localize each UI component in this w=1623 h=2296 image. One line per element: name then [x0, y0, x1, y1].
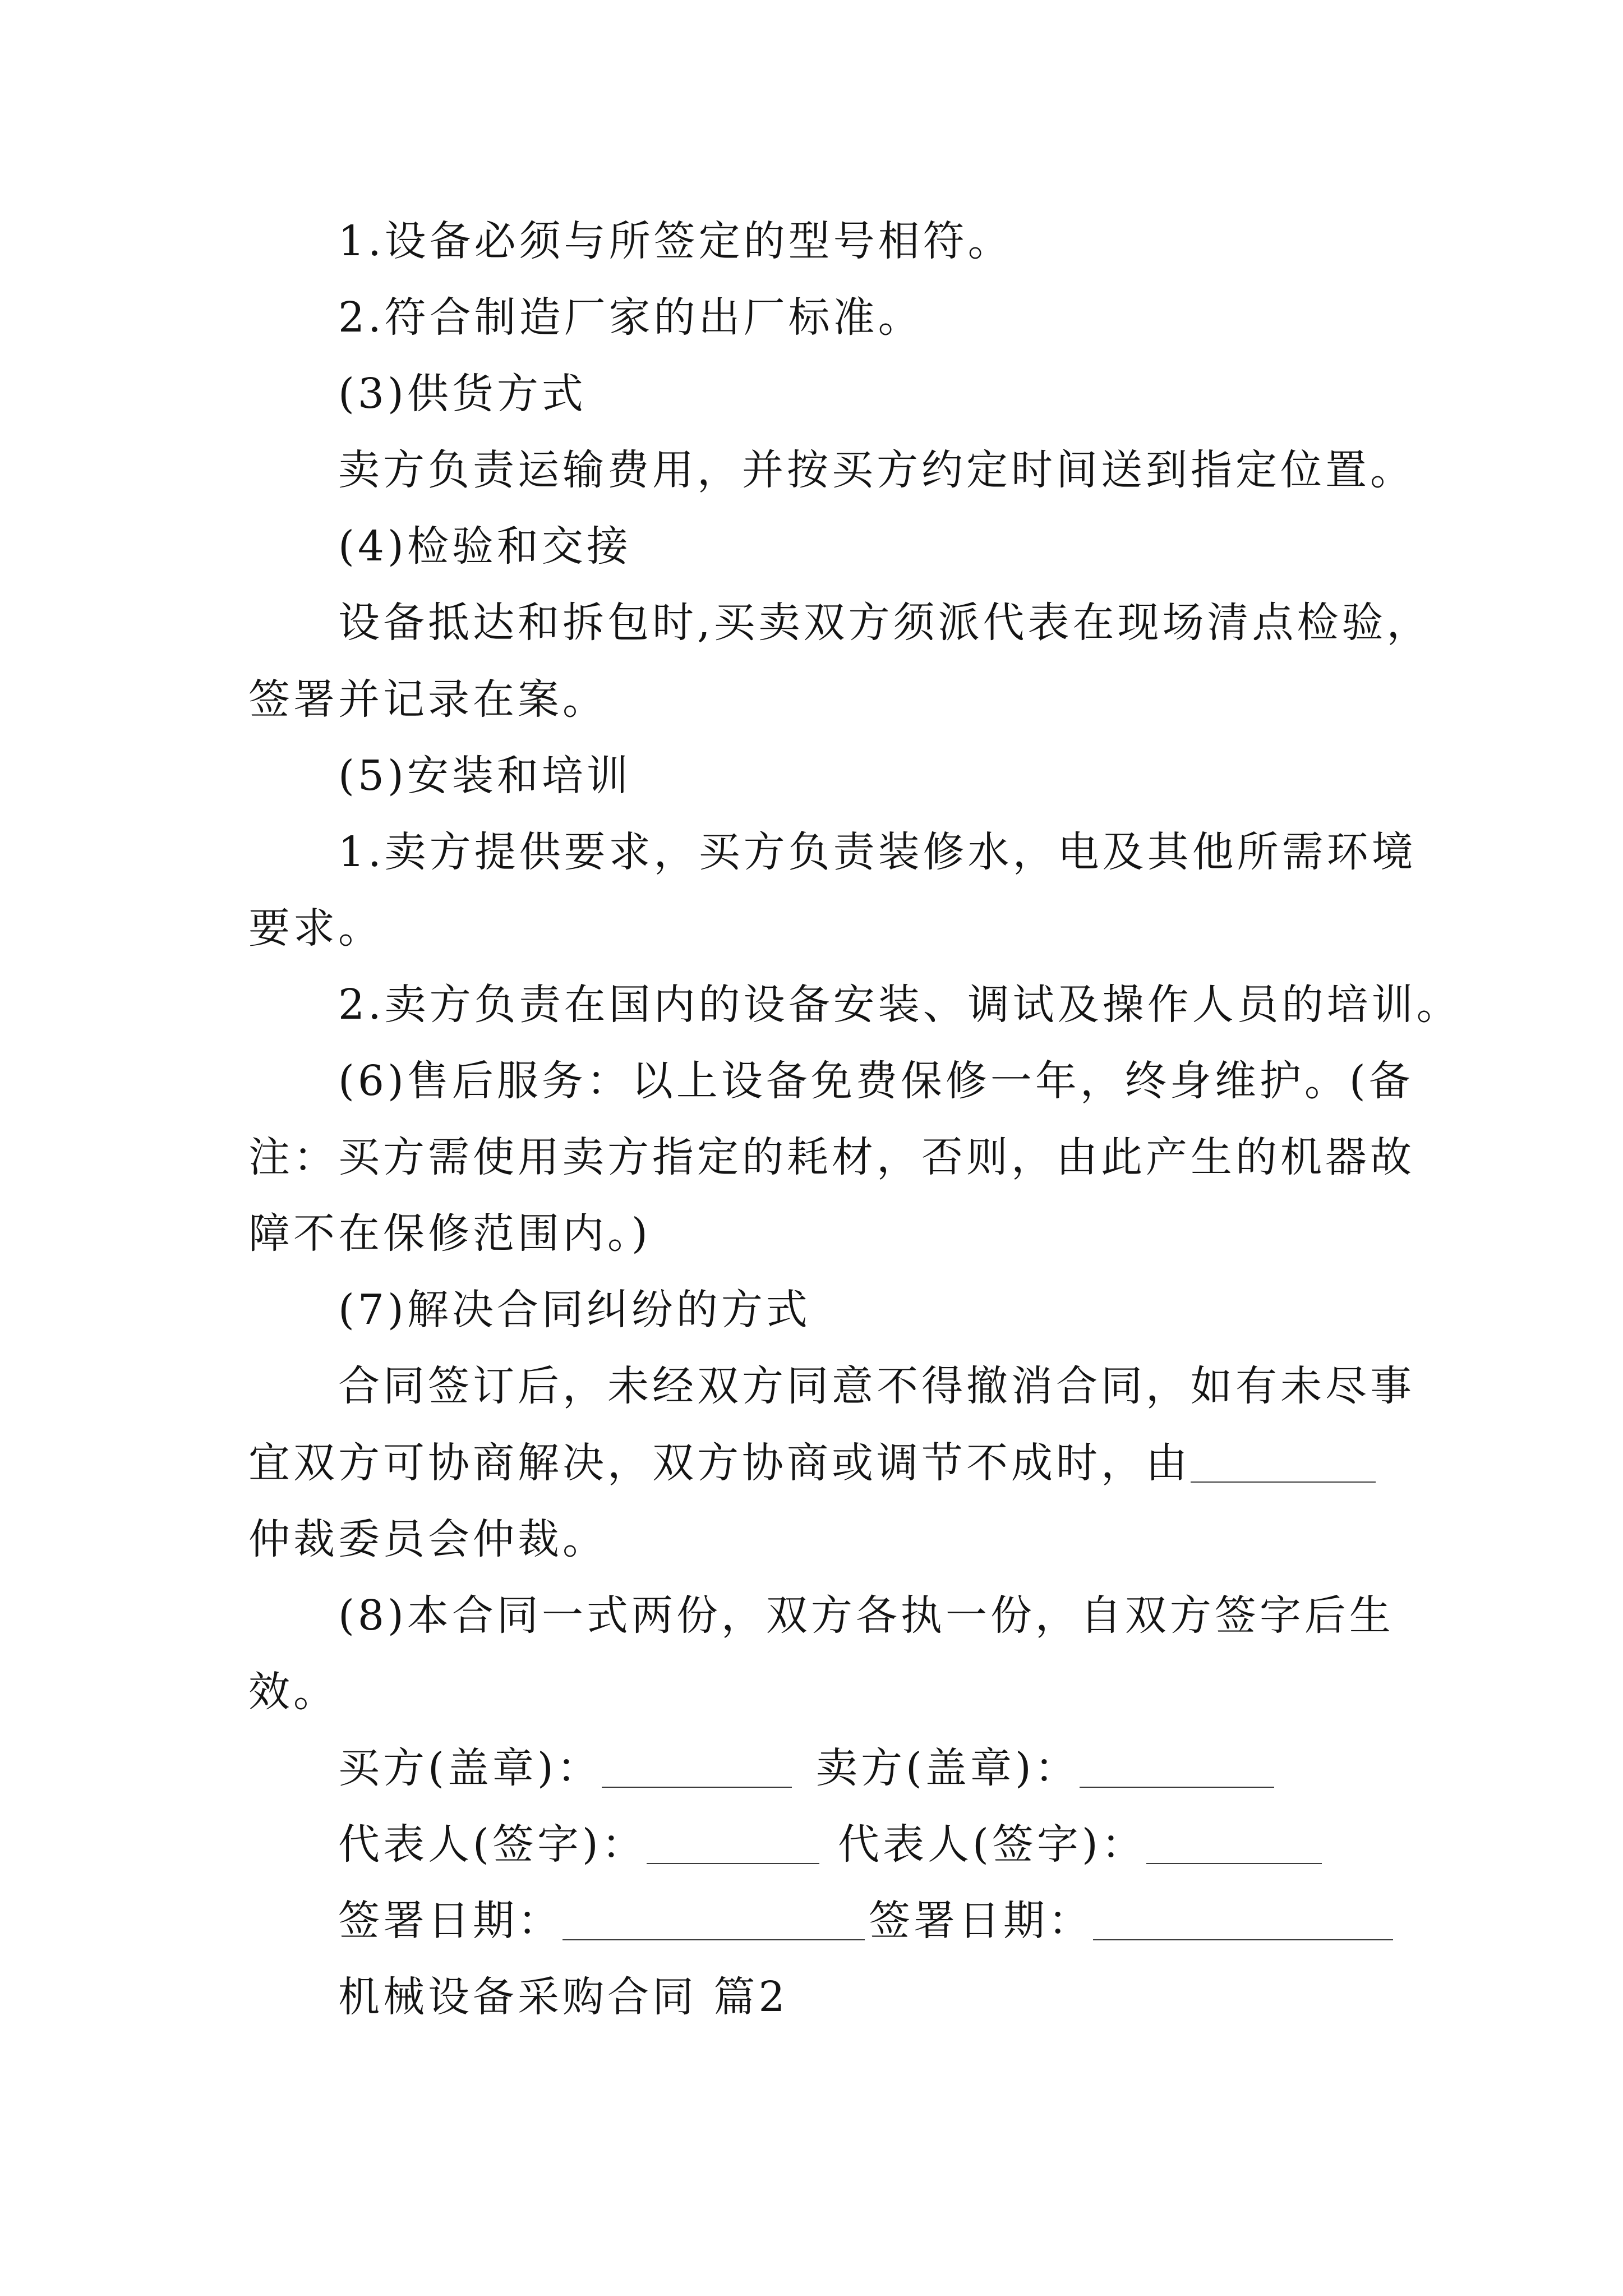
seller-date-label: 签署日期：	[869, 1897, 1093, 1945]
next-contract-heading: 机械设备采购合同 篇2	[338, 1973, 789, 2022]
after-sales-line: (6)售后服务：以上设备免费保修一年，终身维护。(备	[338, 1057, 1414, 1106]
installation-item-1-line: 要求。	[248, 904, 383, 953]
heading-dispute-resolution: (7)解决合同纠纷的方式	[338, 1286, 811, 1335]
dispute-text-fragment: 宜双方可协商解决，双方协商或调节不成时，由	[248, 1438, 1191, 1487]
spec-item-1: 1.设备必须与所签定的型号相符。	[338, 217, 1013, 265]
dispute-text-line: 仲裁委员会仲裁。	[248, 1515, 607, 1563]
buyer-seal-blank	[602, 1775, 792, 1788]
seller-date-blank	[1093, 1928, 1393, 1940]
seller-rep-label: 代表人(签字)：	[838, 1820, 1146, 1869]
signature-row-seal	[248, 1730, 1376, 1806]
arbitration-blank-line	[1191, 1470, 1376, 1483]
dispute-text-line	[248, 1425, 1376, 1501]
seller-rep-blank	[1146, 1852, 1322, 1864]
installation-item-1-line: 1.卖方提供要求，买方负责装修水，电及其他所需环境	[338, 827, 1417, 876]
supply-method-text: 卖方负责运输费用，并按买方约定时间送到指定位置。	[338, 446, 1415, 495]
dispute-text-line: 合同签订后，未经双方同意不得撤消合同，如有未尽事	[338, 1362, 1415, 1411]
after-sales-line: 障不在保修范围内。)	[248, 1209, 651, 1258]
heading-installation: (5)安装和培训	[338, 751, 631, 800]
signature-row-representative	[248, 1806, 1376, 1883]
inspection-text-line: 设备抵达和拆包时,买卖双方须派代表在现场清点检验，	[338, 599, 1432, 647]
copies-clause-line: (8)本合同一式两份，双方各执一份，自双方签字后生	[338, 1591, 1394, 1640]
spec-item-2: 2.符合制造厂家的出厂标准。	[338, 293, 923, 342]
seller-rep-group	[838, 1806, 1322, 1883]
signature-row-date	[248, 1883, 1376, 1959]
after-sales-line: 注：买方需使用卖方指定的耗材，否则，由此产生的机器故	[248, 1133, 1415, 1182]
heading-inspection: (4)检验和交接	[338, 522, 631, 571]
buyer-rep-label: 代表人(签字)：	[338, 1820, 647, 1869]
seller-seal-group	[816, 1730, 1274, 1806]
buyer-seal-label: 买方(盖章)：	[338, 1743, 602, 1792]
copies-clause-line: 效。	[248, 1667, 338, 1716]
seller-seal-label: 卖方(盖章)：	[816, 1743, 1080, 1792]
inspection-text-line: 签署并记录在案。	[248, 675, 607, 724]
seller-date-group	[869, 1883, 1393, 1959]
contract-body	[248, 203, 1461, 2035]
heading-supply-method: (3)供货方式	[338, 370, 587, 418]
buyer-rep-blank	[647, 1852, 819, 1864]
installation-item-2: 2.卖方负责在国内的设备安装、调试及操作人员的培训。	[338, 980, 1461, 1029]
buyer-date-label: 签署日期：	[338, 1897, 562, 1945]
seller-seal-blank	[1080, 1775, 1274, 1788]
buyer-date-blank	[562, 1928, 865, 1940]
